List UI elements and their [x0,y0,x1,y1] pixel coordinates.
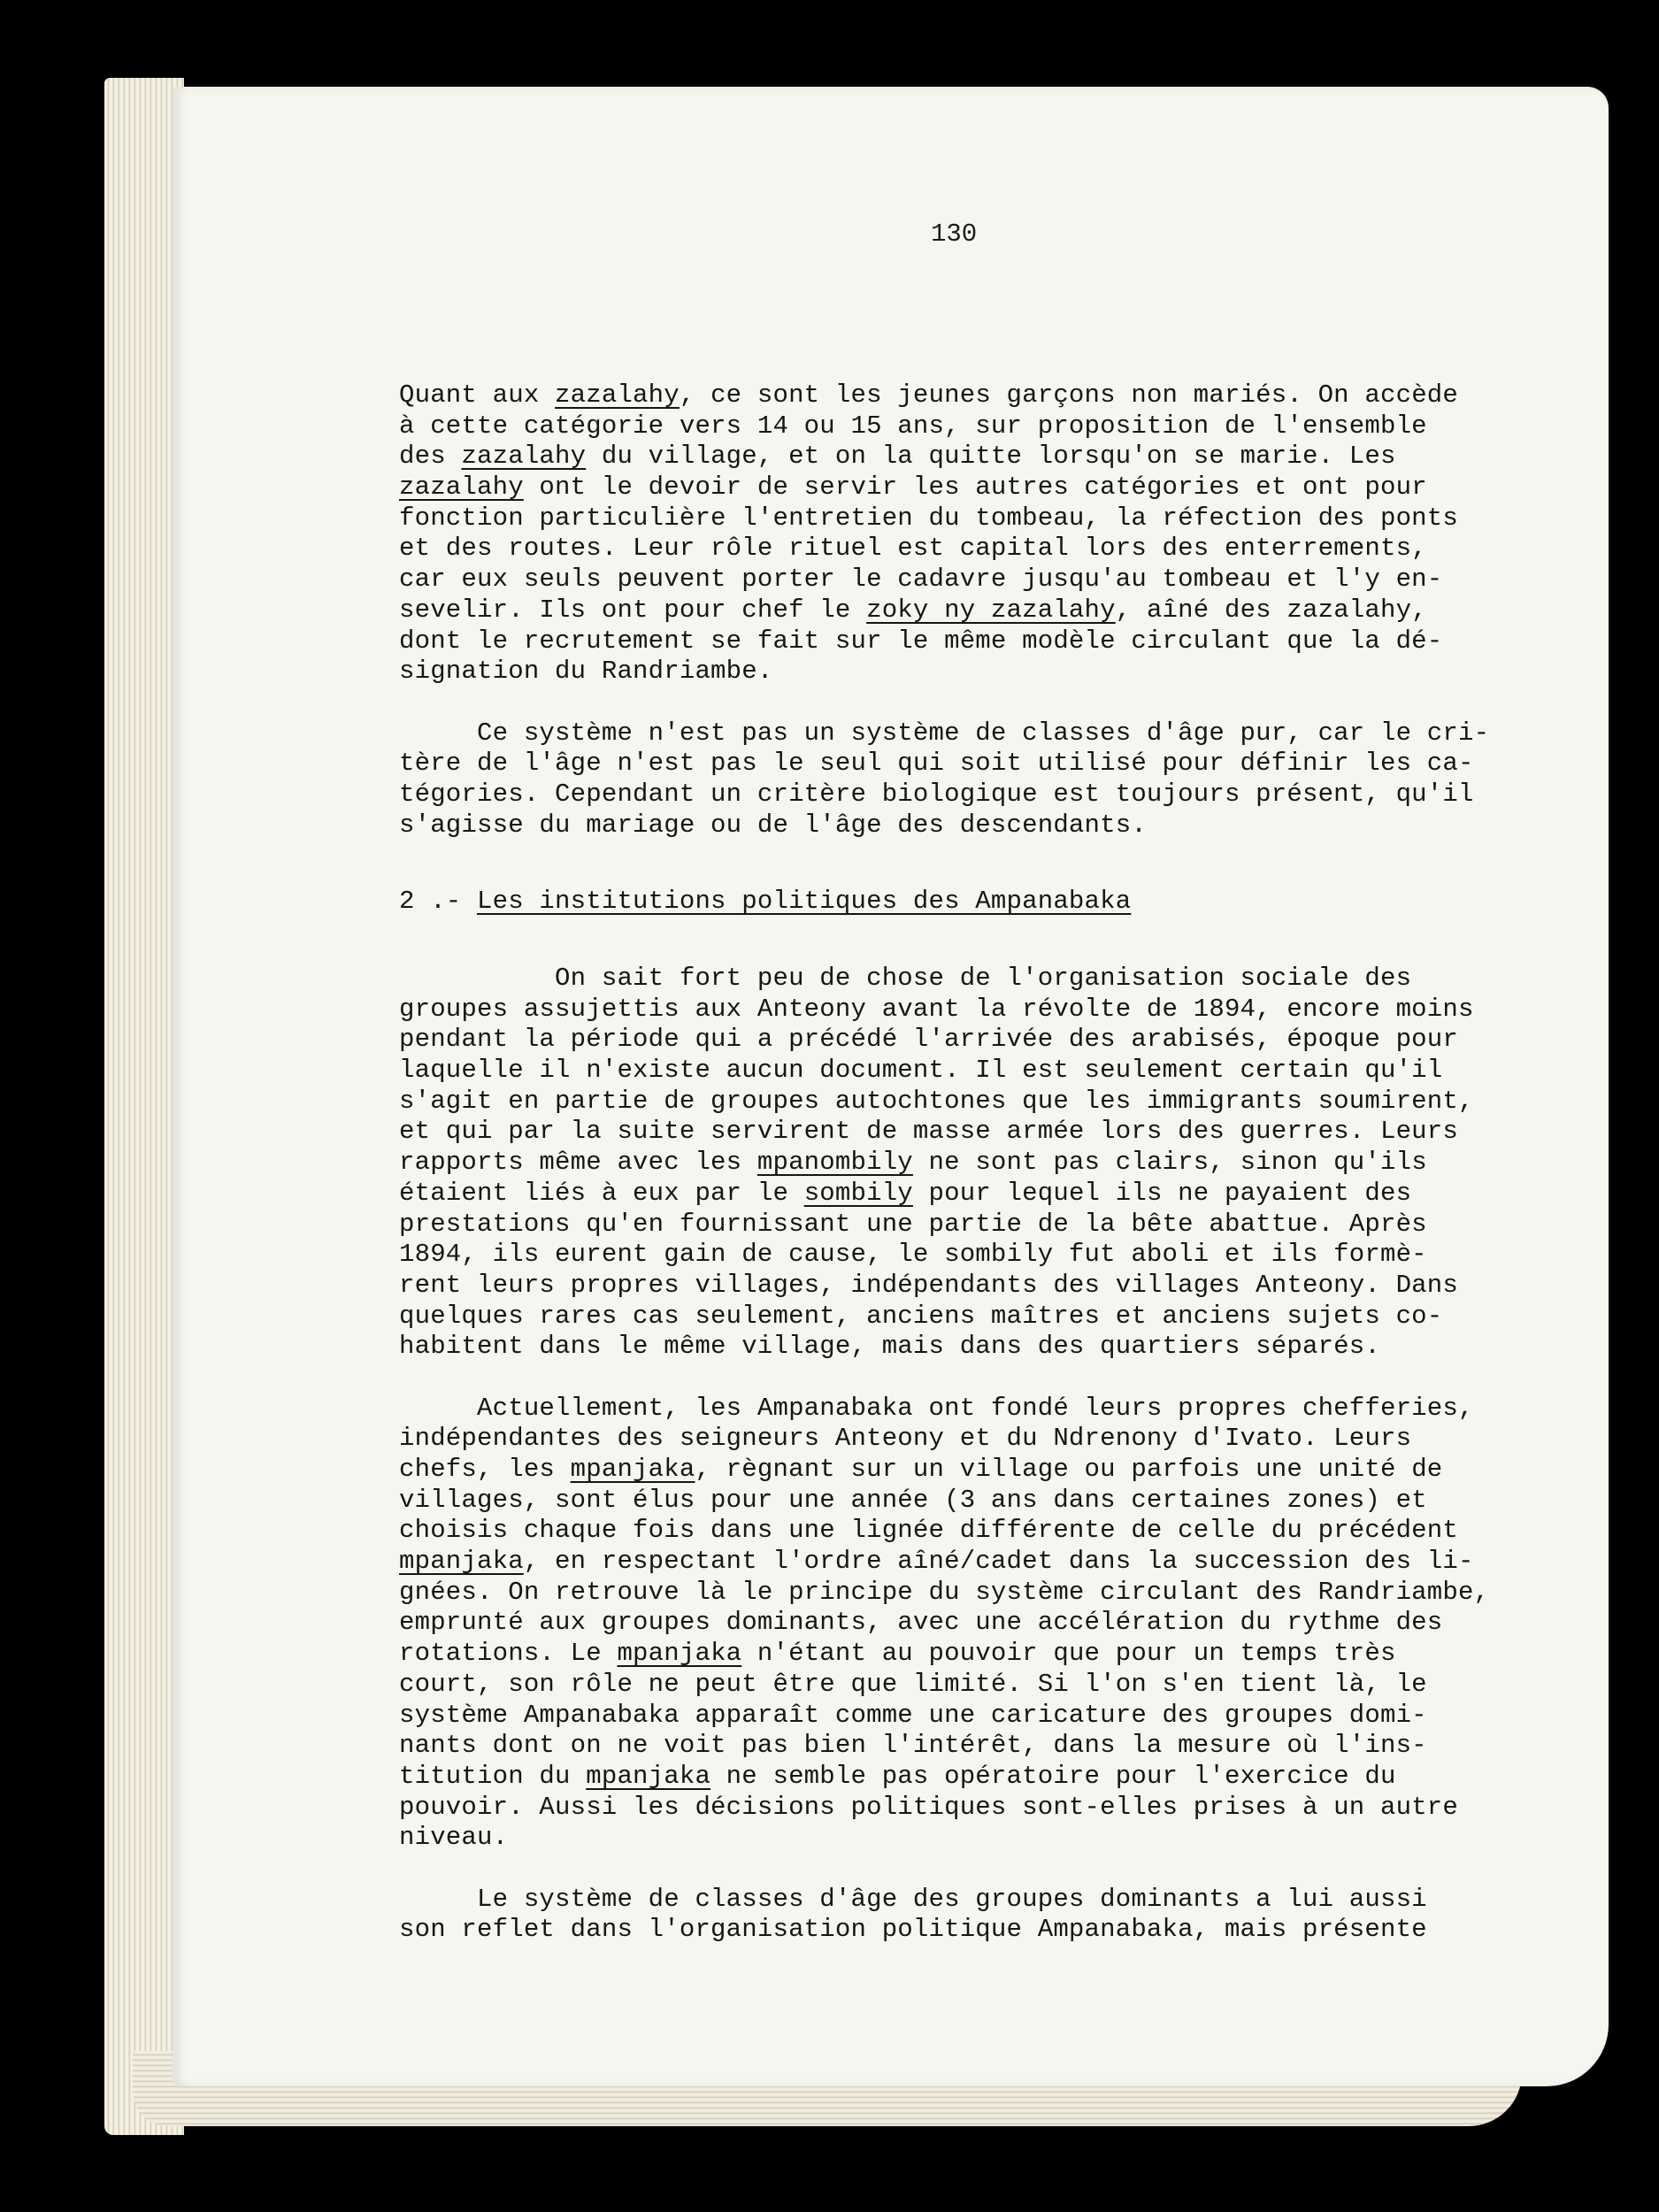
text-line [399,1608,1549,1639]
text-line [399,1240,1549,1271]
text-segment: laquelle il n'existe aucun document. Il est seulement certain qu'il [399,1056,1443,1086]
text-segment: rent leurs propres villages, indépendants des villages Anteony. Dans [399,1270,1458,1300]
text-line [399,1547,1549,1578]
text-line [399,1885,1549,1916]
text-segment: rapports même avec les [399,1148,757,1178]
text-segment: ont le devoir de servir les autres catégories et ont pour [523,472,1427,503]
text-segment: s'agisse du mariage ou de l'âge des descendants. [399,810,1147,840]
underlined-term: mpanjaka [617,1639,742,1669]
text-segment: Quant aux [399,380,556,410]
text-line [399,380,1549,411]
text-segment: , en respectant l'ordre aîné/cadet dans la succession des li- [523,1547,1474,1577]
underlined-term: zazalahy [399,472,524,503]
text-line [399,1823,1549,1854]
text-line [399,534,1549,565]
text-segment: pouvoir. Aussi les décisions politiques sont-elles prises à un autre [399,1792,1458,1822]
text-line [399,964,1549,995]
text-segment: , règnant sur un village ou parfois une unité de [695,1455,1443,1484]
text-line [399,595,1549,626]
text-segment: titution du [399,1761,587,1791]
text-segment: gnées. On retrouve là le principe du système circulant des Randriambe, [399,1577,1490,1607]
paragraph-spacer [399,1363,1549,1394]
text-segment: chefs, les [399,1455,571,1484]
text-segment: emprunté aux groupes dominants, avec une accélération du rythme des [399,1608,1443,1638]
paragraph-spacer [399,1854,1549,1885]
body-text [399,380,1549,1946]
text-segment: pendant la période qui a précédé l'arrivée des arabisés, époque pour [399,1025,1458,1055]
text-line [399,442,1549,472]
text-segment: nants dont on ne voit pas bien l'intérêt, dans la mesure où l'ins- [399,1731,1427,1761]
text-line [399,1210,1549,1240]
text-line [399,1639,1549,1670]
underlined-term: mpanjaka [570,1455,695,1484]
underlined-term: mpanombily [757,1148,913,1178]
text-segment: On sait fort peu de chose de l'organisation sociale des [399,964,1412,993]
text-segment: pour lequel ils ne payaient des [912,1178,1412,1208]
text-segment: des [399,442,462,472]
section-heading [399,887,1549,918]
text-segment: tère de l'âge n'est pas le seul qui soit utilisé pour définir les ca- [399,749,1474,779]
text-line [399,1915,1549,1946]
text-segment: groupes assujettis aux Anteony avant la révolte de 1894, encore moins [399,994,1474,1024]
text-segment: niveau. [399,1823,509,1853]
text-segment: dont le recrutement se fait sur le même modèle circulant que la dé- [399,626,1443,656]
text-segment: son reflet dans l'organisation politique Ampanabaka, mais présente [399,1915,1427,1945]
text-segment: ne sont pas clairs, sinon qu'ils [912,1148,1427,1178]
text-segment: étaient liés à eux par le [399,1178,804,1208]
underlined-term: sombily [803,1178,913,1208]
text-segment: car eux seuls peuvent porter le cadavre jusqu'au tombeau et l'y en- [399,565,1443,595]
text-line [399,1087,1549,1118]
text-line [399,657,1549,687]
text-line [399,887,1549,918]
text-line [399,749,1549,780]
text-segment: et des routes. Leur rôle rituel est capital lors des enterrements, [399,534,1427,564]
paragraph-spacer [399,687,1549,718]
text-line [399,1516,1549,1547]
text-segment: , aîné des zazalahy, [1115,595,1427,625]
text-line [399,1455,1549,1486]
text-segment: Actuellement, les Ampanabaka ont fondé leurs propres chefferies, [399,1393,1474,1423]
text-segment: du village, et on la quitte lorsqu'on se marie. Les [586,442,1396,472]
text-line [399,780,1549,810]
text-segment: ne semble pas opératoire pour l'exercice du [710,1761,1396,1791]
text-line [399,1424,1549,1455]
text-segment: s'agit en partie de groupes autochtones que les immigrants soumirent, [399,1086,1474,1116]
paragraph [399,1394,1549,1854]
underlined-term: Les institutions politiques des Ampanabaka [477,887,1132,917]
text-line [399,1793,1549,1824]
text-segment: Le système de classes d'âge des groupes dominants a lui aussi [399,1884,1427,1914]
text-line [399,1394,1549,1425]
paragraph [399,964,1549,1363]
text-line [399,718,1549,749]
text-line [399,1762,1549,1793]
text-segment: choisis chaque fois dans une lignée différente de celle du précédent [399,1516,1458,1546]
paragraph [399,1885,1549,1946]
text-line [399,1179,1549,1210]
paragraph [399,380,1549,687]
text-segment: signation du Randriambe. [399,657,773,687]
text-segment: 2 .- [399,887,478,917]
text-line [399,626,1549,657]
text-segment: sevelir. Ils ont pour chef le [399,595,867,625]
text-line [399,1486,1549,1517]
text-segment: et qui par la suite servirent de masse armée lors des guerres. Leurs [399,1117,1458,1147]
text-segment: indépendantes des seigneurs Anteony et du Ndrenony d'Ivato. Leurs [399,1424,1412,1454]
text-line [399,1578,1549,1609]
underlined-term: mpanjaka [399,1547,524,1577]
text-segment: n'étant au pouvoir que pour un temps très [741,1639,1396,1669]
text-line [399,810,1549,841]
text-segment: 1894, ils eurent gain de cause, le sombily fut aboli et ils formè- [399,1240,1427,1270]
text-line [399,503,1549,534]
text-line [399,411,1549,442]
paragraph-spacer [399,918,1549,964]
text-line [399,1731,1549,1762]
text-line [399,1148,1549,1179]
text-line [399,995,1549,1025]
text-line [399,1025,1549,1056]
text-segment: à cette catégorie vers 14 ou 15 ans, sur proposition de l'ensemble [399,411,1427,441]
text-line [399,1701,1549,1732]
page-number: 130 [931,219,978,249]
text-line [399,472,1549,503]
text-line [399,1332,1549,1363]
text-segment: fonction particulière l'entretien du tombeau, la réfection des ponts [399,503,1458,533]
underlined-term: zazalahy [555,380,680,410]
text-line [399,1670,1549,1701]
underlined-term: zazalahy [461,442,587,472]
text-segment: Ce système n'est pas un système de classes d'âge pur, car le cri- [399,718,1490,748]
underlined-term: zoky ny zazalahy [866,595,1116,625]
text-segment: quelques rares cas seulement, anciens maîtres et anciens sujets co- [399,1301,1443,1331]
text-line [399,1271,1549,1302]
text-segment: habitent dans le même village, mais dans des quartiers séparés. [399,1332,1380,1362]
text-line [399,1117,1549,1148]
paragraph [399,718,1549,841]
underlined-term: mpanjaka [586,1761,711,1791]
text-segment: prestations qu'en fournissant une partie de la bête abattue. Après [399,1209,1427,1239]
text-line [399,1056,1549,1087]
text-segment: tégories. Cependant un critère biologique est toujours présent, qu'il [399,779,1474,809]
text-segment: court, son rôle ne peut être que limité. Si l'on s'en tient là, le [399,1669,1427,1699]
text-segment: , ce sont les jeunes garçons non mariés. On accède [679,380,1459,410]
text-segment: villages, sont élus pour une année (3 ans dans certaines zones) et [399,1485,1427,1515]
text-line [399,565,1549,595]
paragraph-spacer [399,841,1549,887]
text-segment: système Ampanabaka apparaît comme une caricature des groupes domi- [399,1700,1427,1730]
text-line [399,1302,1549,1333]
text-segment: rotations. Le [399,1639,618,1669]
